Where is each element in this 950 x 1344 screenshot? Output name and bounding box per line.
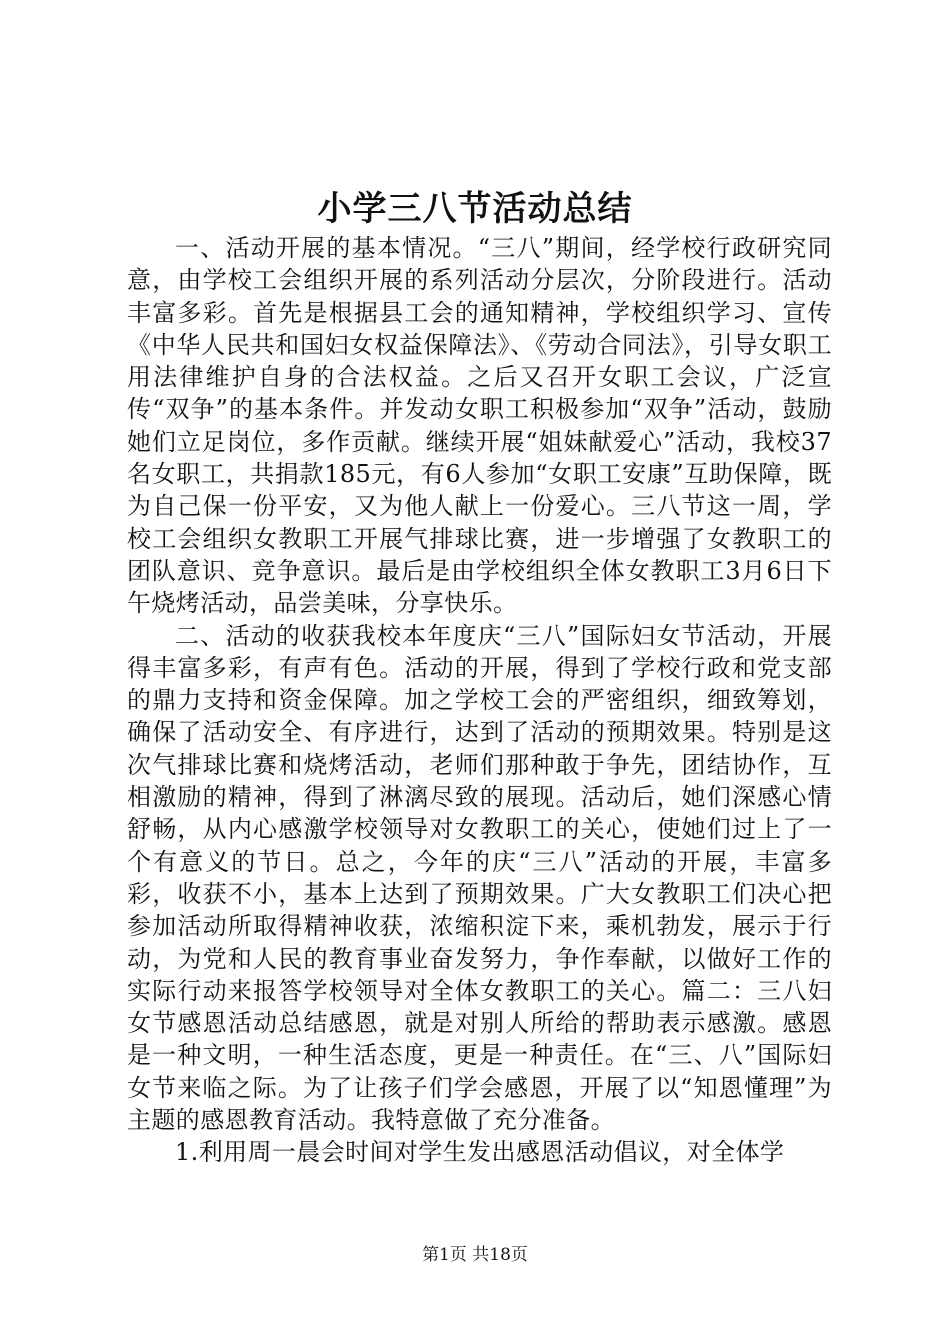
paragraph-activity-overview: 一、活动开展的基本情况。“三八”期间，经学校行政研究同意，由学校工会组织开展的系列活动分层次，分阶段进行。活动丰富多彩。首先是根据县工会的通知精神，学校组织学习、宣传《中华人民共和国妇女权益保障法》、《劳动合同法》，引导女职工用法律维护自身的合法权益。之后又召开女职工会议，广泛宣传“双争”的基本条件。并发动女职工积极参加“双争”活动，鼓励她们立足岗位，多作贡献。继续开展“姐妹献爱心”活动，我校37名女职工，共捐款185元，有6人参加“女职工安康”互助保障，既为自己保一份平安，又为他人献上一份爱心。三八节这一周，学校工会组织女教职工开展气排球比赛，进一步增强了女教职工的团队意识、竞争意识。最后是由学校组织全体女教职工3月6日下午烧烤活动，品尝美味，分享快乐。: [127, 234, 832, 618]
document-body: [127, 232, 832, 1169]
page-number-footer: 第1页 共18页: [422, 1245, 528, 1265]
paragraph-activity-results: 二、活动的收获我校本年度庆“三八”国际妇女节活动，开展得丰富多彩，有声有色。活动的开展，得到了学校行政和党支部的鼎力支持和资金保障。加之学校工会的严密组织，细致筹划，确保了活动安全、有序进行，达到了活动的预期效果。特别是这次气排球比赛和烧烤活动，老师们那种敢于争先，团结协作，互相激励的精神，得到了淋漓尽致的展现。活动后，她们深感心情舒畅，从内心感激学校领导对女教职工的关心，使她们过上了一个有意义的节日。总之，今年的庆“三八”活动的开展，丰富多彩，收获不小，基本上达到了预期效果。广大女教职工们决心把参加活动所取得精神收获，浓缩积淀下来，乘机勃发，展示于行动，为党和人民的教育事业奋发努力，争作奉献，以做好工作的实际行动来报答学校领导对全体女教职工的关心。篇二：三八妇女节感恩活动总结感恩，就是对别人所给的帮助表示感激。感恩是一种文明，一种生活态度，更是一种责任。在“三、八”国际妇女节来临之际。为了让孩子们学会感恩，开展了以“知恩懂理”为主题的感恩教育活动。我特意做了充分准备。: [127, 621, 832, 1135]
paragraph-list-item-1: 1.利用周一晨会时间对学生发出感恩活动倡议，对全体学: [175, 1138, 785, 1167]
document-title: 小学三八节活动总结: [317, 189, 633, 229]
